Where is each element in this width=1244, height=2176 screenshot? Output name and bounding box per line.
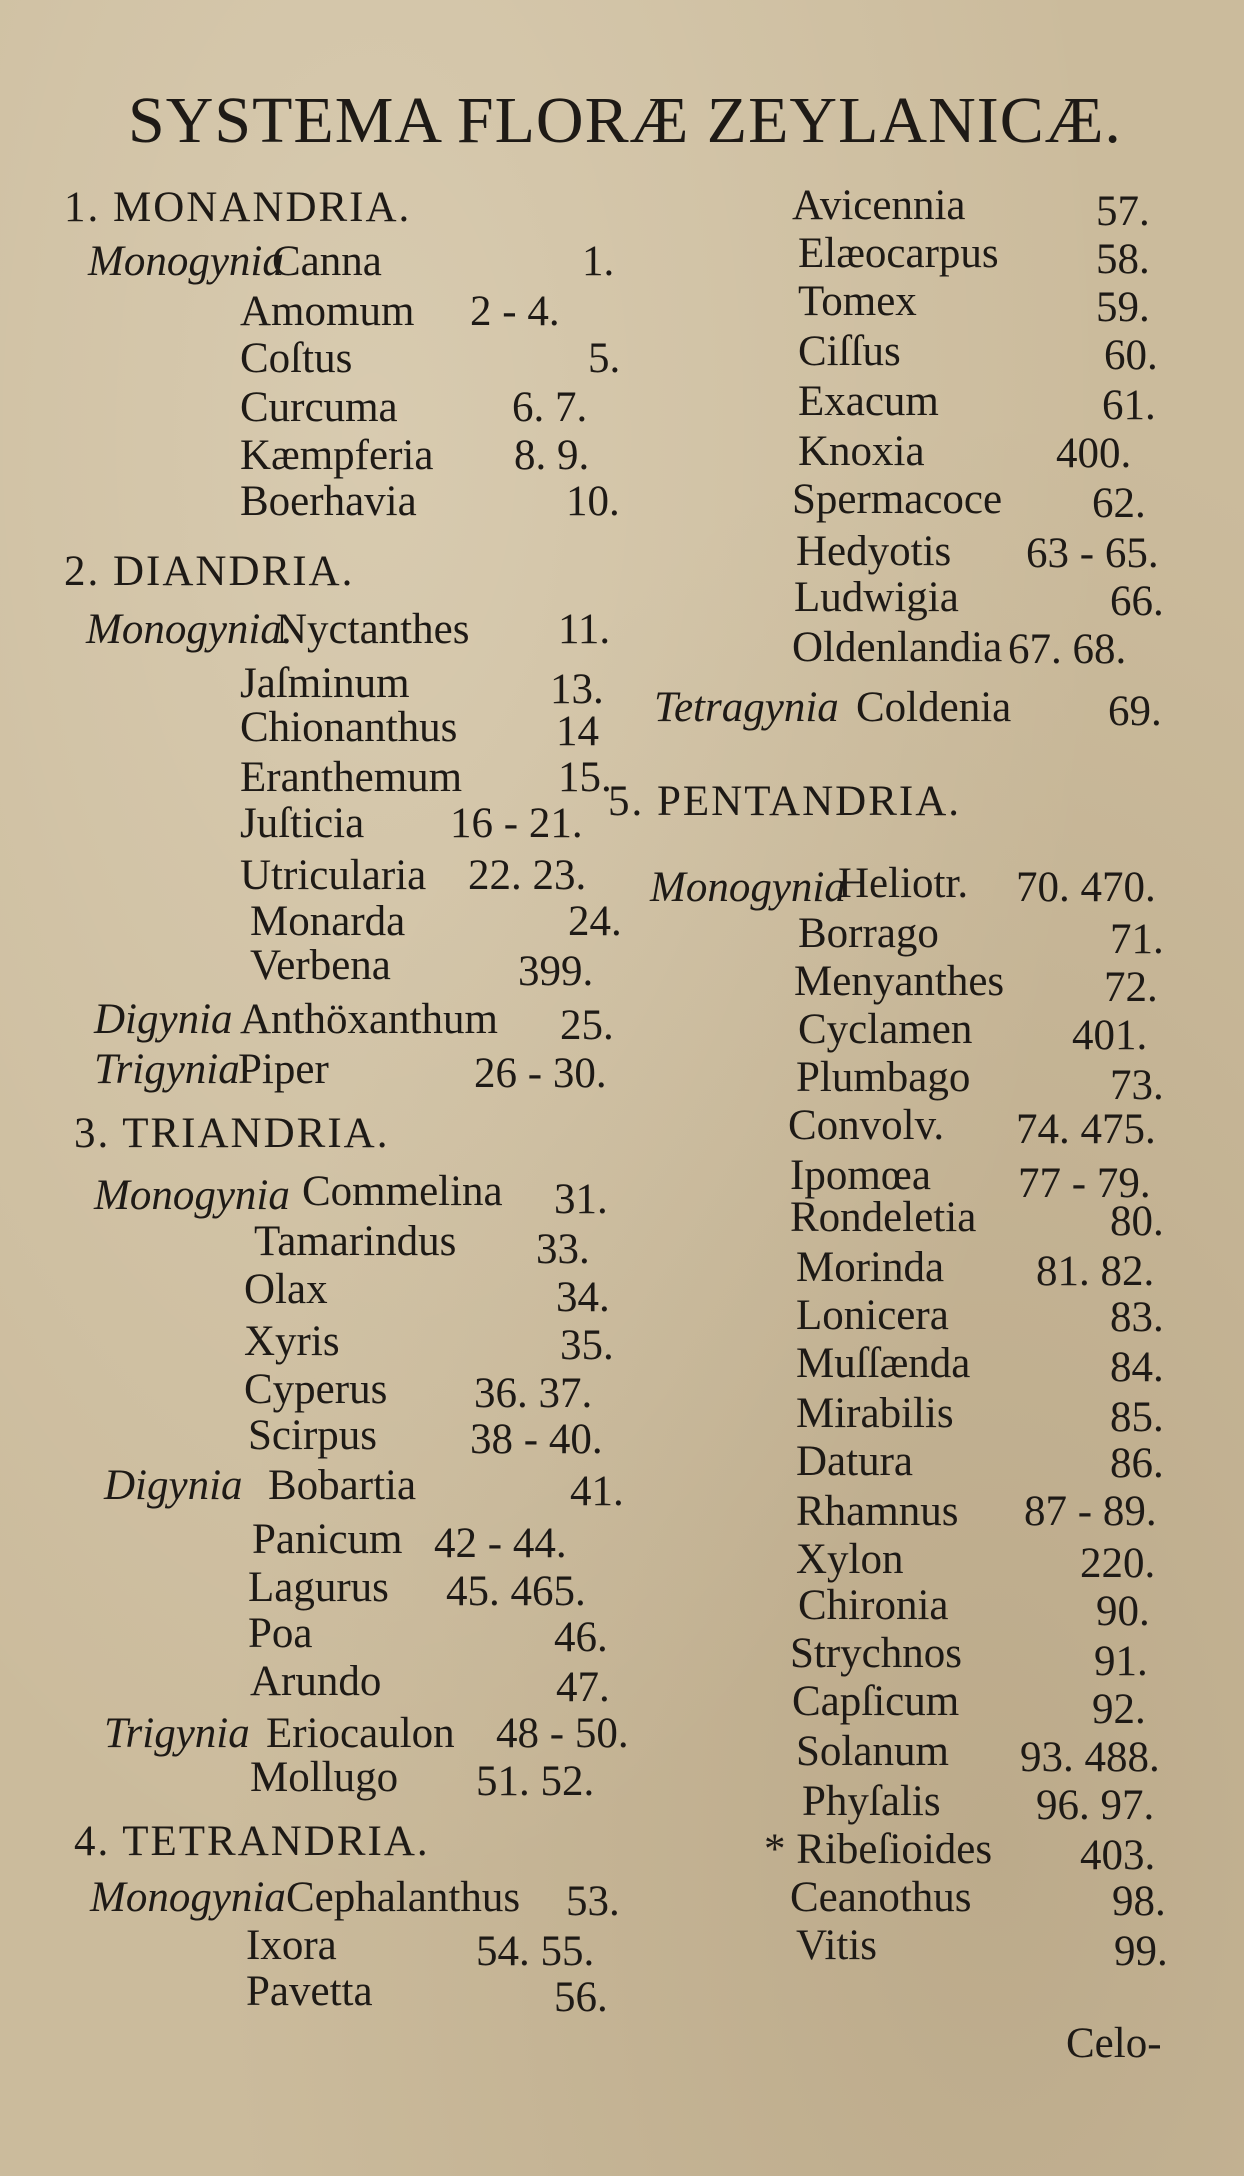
genus-number: 99. bbox=[1114, 1928, 1168, 1975]
genus-name: Tomex bbox=[798, 278, 917, 325]
genus-name: Boerhavia bbox=[240, 478, 417, 525]
genus-number: 73. bbox=[1110, 1062, 1164, 1109]
genus-name: Rhamnus bbox=[796, 1488, 959, 1535]
order-label: Trigynia bbox=[104, 1710, 250, 1757]
genus-name: Canna bbox=[272, 238, 382, 285]
order-label: Monogynia bbox=[88, 238, 284, 285]
genus-name: Ixora bbox=[246, 1922, 337, 1969]
genus-name: Capſicum bbox=[792, 1678, 960, 1725]
genus-name: Amomum bbox=[240, 288, 415, 335]
genus-number: 399. bbox=[518, 948, 594, 995]
genus-name: Phyſalis bbox=[802, 1778, 941, 1825]
genus-name: Vitis bbox=[796, 1922, 878, 1969]
genus-number: 74. 475. bbox=[1016, 1106, 1156, 1153]
genus-name: Ciſſus bbox=[798, 328, 901, 375]
genus-name: Avicennia bbox=[792, 182, 966, 229]
genus-number: 38 - 40. bbox=[470, 1416, 603, 1463]
catchword: Celo- bbox=[1066, 2020, 1162, 2067]
genus-number: 220. bbox=[1080, 1540, 1156, 1587]
genus-name: Xylon bbox=[796, 1536, 904, 1583]
genus-number: 13. bbox=[550, 666, 604, 713]
genus-number: 25. bbox=[560, 1002, 614, 1049]
class-heading-tetrandria: 4. TETRANDRIA. bbox=[74, 1818, 430, 1865]
genus-number: 96. 97. bbox=[1036, 1782, 1155, 1829]
genus-name: Ceanothus bbox=[790, 1874, 972, 1921]
genus-number: 47. bbox=[556, 1664, 610, 1711]
genus-number: 15. bbox=[558, 754, 612, 801]
genus-number: 51. 52. bbox=[476, 1758, 595, 1805]
genus-name: Piper bbox=[238, 1046, 329, 1093]
genus-name: Exacum bbox=[798, 378, 939, 425]
genus-number: 14 bbox=[556, 708, 599, 755]
class-heading-triandria: 3. TRIANDRIA. bbox=[74, 1110, 390, 1157]
genus-number: 63 - 65. bbox=[1026, 530, 1159, 577]
genus-name: Tamarindus bbox=[254, 1218, 457, 1265]
genus-number: 86. bbox=[1110, 1440, 1164, 1487]
genus-number: 24. bbox=[568, 898, 622, 945]
genus-name: Xyris bbox=[244, 1318, 340, 1365]
genus-name: Arundo bbox=[250, 1658, 382, 1705]
genus-name: Mollugo bbox=[250, 1754, 399, 1801]
genus-number: 70. 470. bbox=[1016, 864, 1156, 911]
genus-number: 22. 23. bbox=[468, 852, 587, 899]
genus-name: Lagurus bbox=[248, 1564, 389, 1611]
genus-name: Eriocaulon bbox=[266, 1710, 455, 1757]
genus-name: Menyanthes bbox=[794, 958, 1005, 1005]
genus-name: Commelina bbox=[302, 1168, 503, 1215]
order-label: Monogynia. bbox=[86, 606, 293, 653]
genus-number: 77 - 79. bbox=[1018, 1160, 1151, 1207]
genus-name: Juſticia bbox=[240, 800, 365, 847]
genus-name: Eranthemum bbox=[240, 754, 463, 801]
genus-number: 1. bbox=[582, 238, 615, 285]
order-label: Monogynia bbox=[90, 1874, 286, 1921]
genus-number: 46. bbox=[554, 1614, 608, 1661]
genus-number: 6. 7. bbox=[512, 384, 588, 431]
genus-number: 92. bbox=[1092, 1686, 1146, 1733]
genus-number: 8. 9. bbox=[514, 432, 590, 479]
genus-number: 60. bbox=[1104, 332, 1158, 379]
genus-number: 35. bbox=[560, 1322, 614, 1369]
genus-name: Panicum bbox=[252, 1516, 403, 1563]
genus-name: Rondeletia bbox=[790, 1194, 977, 1241]
genus-number: 401. bbox=[1072, 1012, 1148, 1059]
genus-name: Ludwigia bbox=[794, 574, 959, 621]
genus-number: 42 - 44. bbox=[434, 1520, 567, 1567]
genus-name: Anthöxanthum bbox=[240, 996, 498, 1043]
genus-number: 36. 37. bbox=[474, 1370, 593, 1417]
genus-number: 90. bbox=[1096, 1588, 1150, 1635]
genus-number: 72. bbox=[1104, 964, 1158, 1011]
genus-name: Hedyotis bbox=[796, 528, 952, 575]
genus-name: Chionanthus bbox=[240, 704, 458, 751]
genus-number: 2 - 4. bbox=[470, 288, 560, 335]
genus-name: Oldenlandia bbox=[792, 624, 1003, 671]
genus-number: 93. 488. bbox=[1020, 1734, 1160, 1781]
genus-name: Mirabilis bbox=[796, 1390, 954, 1437]
genus-name: Jaſminum bbox=[240, 660, 410, 707]
genus-name: Borrago bbox=[798, 910, 939, 957]
genus-number: 57. bbox=[1096, 188, 1150, 235]
genus-name: Morinda bbox=[796, 1244, 945, 1291]
genus-name: Muſſænda bbox=[796, 1340, 971, 1387]
page-title: SYSTEMA FLORÆ ZEYLANICÆ. bbox=[128, 84, 1122, 157]
genus-name: Datura bbox=[796, 1438, 913, 1485]
genus-name: Elæocarpus bbox=[798, 230, 999, 277]
genus-number: 10. bbox=[566, 478, 620, 525]
class-heading-monandria: 1. MONANDRIA. bbox=[64, 184, 412, 231]
order-label: Monogynia bbox=[94, 1172, 290, 1219]
genus-name: Bobartia bbox=[268, 1462, 417, 1509]
genus-number: 66. bbox=[1110, 578, 1164, 625]
genus-name: Nyctanthes bbox=[276, 606, 470, 653]
genus-number: 31. bbox=[554, 1176, 608, 1223]
genus-name: Coſtus bbox=[240, 335, 353, 382]
genus-number: 5. bbox=[588, 335, 621, 382]
genus-name: Convolv. bbox=[788, 1102, 945, 1149]
genus-name: Cyclamen bbox=[798, 1006, 973, 1053]
genus-number: 80. bbox=[1110, 1198, 1164, 1245]
genus-number: 16 - 21. bbox=[450, 800, 583, 847]
genus-number: 81. 82. bbox=[1036, 1248, 1155, 1295]
genus-name: Cephalanthus bbox=[286, 1874, 521, 1921]
genus-name: Ipomœa bbox=[790, 1152, 931, 1199]
class-heading-pentandria: 5. PENTANDRIA. bbox=[608, 778, 962, 825]
genus-name: Monarda bbox=[250, 898, 406, 945]
genus-name: * Ribeſioides bbox=[764, 1826, 993, 1873]
genus-number: 69. bbox=[1108, 688, 1162, 735]
genus-name: Chironia bbox=[798, 1582, 949, 1629]
genus-number: 98. bbox=[1112, 1878, 1166, 1925]
genus-number: 34. bbox=[556, 1274, 610, 1321]
genus-name: Solanum bbox=[796, 1728, 949, 1775]
genus-number: 11. bbox=[558, 606, 611, 653]
genus-number: 91. bbox=[1094, 1638, 1148, 1685]
genus-name: Cyperus bbox=[244, 1366, 388, 1413]
genus-number: 58. bbox=[1096, 236, 1150, 283]
genus-name: Poa bbox=[248, 1610, 313, 1657]
genus-name: Utricularia bbox=[240, 852, 427, 899]
genus-number: 61. bbox=[1102, 382, 1156, 429]
genus-number: 54. 55. bbox=[476, 1928, 595, 1975]
genus-number: 59. bbox=[1096, 284, 1150, 331]
order-label: Digynia bbox=[94, 996, 233, 1043]
genus-name: Olax bbox=[244, 1266, 328, 1313]
genus-number: 45. 465. bbox=[446, 1568, 586, 1615]
genus-name: Verbena bbox=[250, 942, 391, 989]
genus-number: 53. bbox=[566, 1878, 620, 1925]
genus-name: Pavetta bbox=[246, 1968, 373, 2015]
order-label: Digynia bbox=[104, 1462, 243, 1509]
genus-number: 33. bbox=[536, 1226, 590, 1273]
genus-number: 62. bbox=[1092, 480, 1146, 527]
genus-name: Coldenia bbox=[856, 684, 1012, 731]
genus-number: 56. bbox=[554, 1974, 608, 2021]
order-label: Monogynia bbox=[650, 864, 846, 911]
genus-name: Kæmpferia bbox=[240, 432, 434, 479]
genus-name: Knoxia bbox=[798, 428, 925, 475]
genus-number: 84. bbox=[1110, 1344, 1164, 1391]
genus-name: Plumbago bbox=[796, 1054, 971, 1101]
genus-name: Curcuma bbox=[240, 384, 398, 431]
class-heading-diandria: 2. DIANDRIA. bbox=[64, 548, 355, 595]
genus-number: 41. bbox=[570, 1468, 624, 1515]
genus-number: 400. bbox=[1056, 430, 1132, 477]
order-label: Trigynia bbox=[94, 1046, 240, 1093]
genus-name: Spermacoce bbox=[792, 476, 1003, 523]
genus-name: Heliotr. bbox=[838, 860, 969, 907]
genus-number: 403. bbox=[1080, 1832, 1156, 1879]
genus-number: 85. bbox=[1110, 1394, 1164, 1441]
genus-name: Scirpus bbox=[248, 1412, 377, 1459]
genus-number: 67. 68. bbox=[1008, 626, 1127, 673]
genus-number: 71. bbox=[1110, 916, 1164, 963]
genus-name: Strychnos bbox=[790, 1630, 962, 1677]
genus-number: 26 - 30. bbox=[474, 1050, 607, 1097]
genus-number: 87 - 89. bbox=[1024, 1488, 1157, 1535]
genus-number: 83. bbox=[1110, 1294, 1164, 1341]
genus-name: Lonicera bbox=[796, 1292, 949, 1339]
order-label: Tetragynia bbox=[654, 684, 839, 731]
genus-number: 48 - 50. bbox=[496, 1710, 629, 1757]
